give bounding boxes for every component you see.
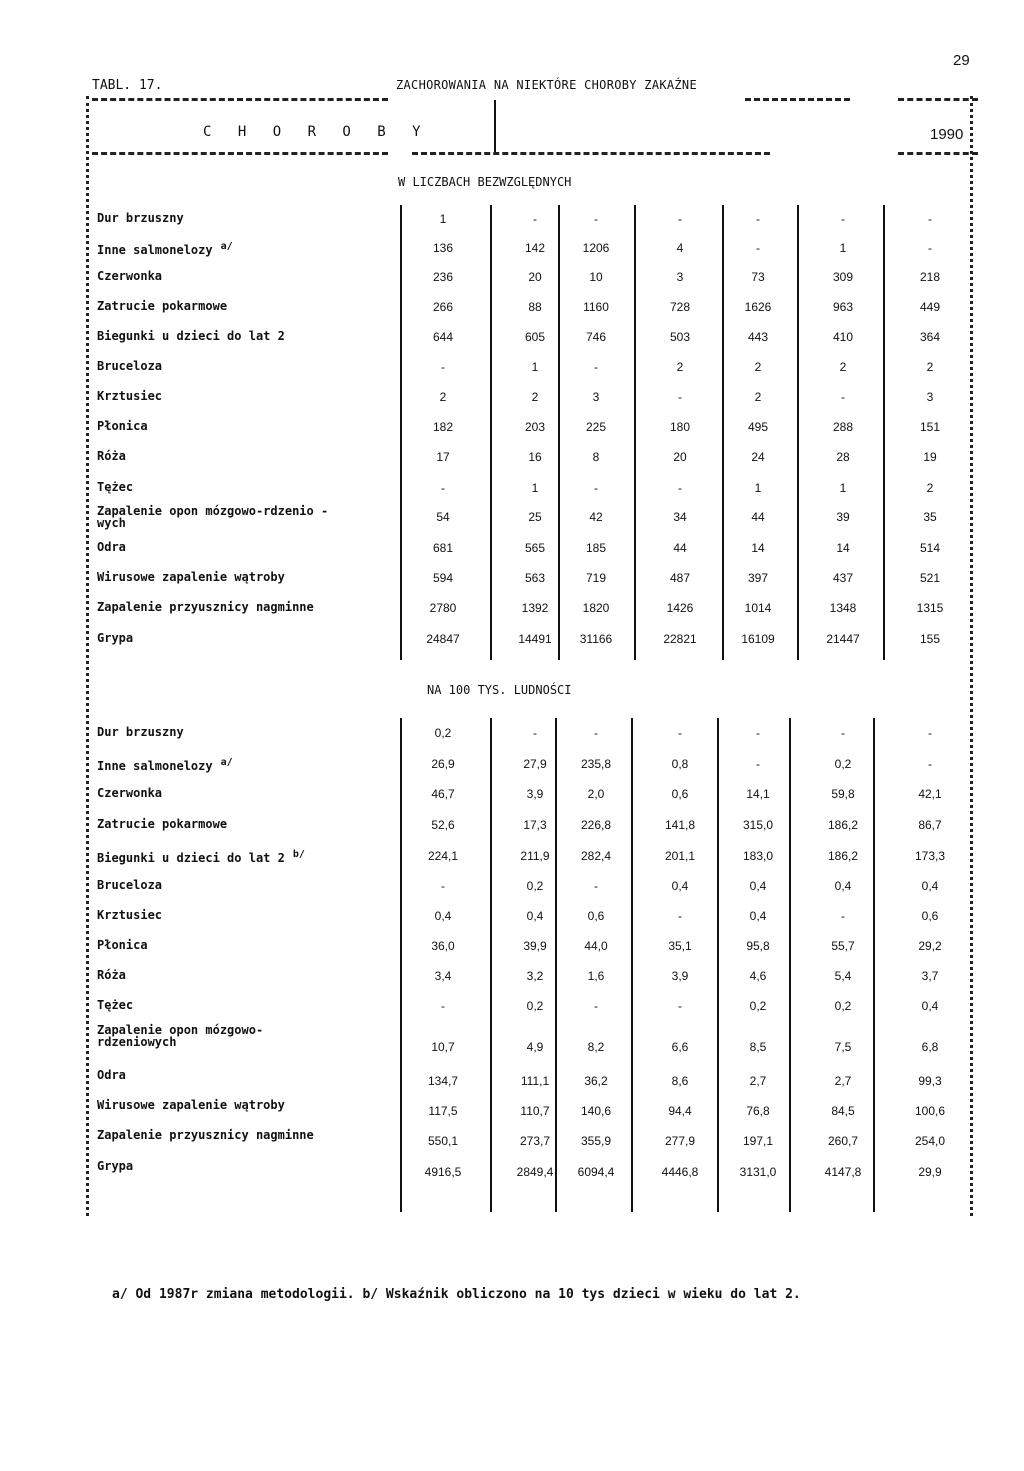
- table-cell: 46,7: [431, 787, 455, 801]
- table-cell: -: [841, 390, 845, 404]
- table-cell: 1: [531, 481, 539, 495]
- table-cell: 605: [524, 330, 546, 344]
- top-rule-left: [92, 98, 388, 101]
- footnote-marker: a/: [220, 757, 233, 768]
- table-cell: 24847: [426, 632, 460, 646]
- table-cell: 449: [919, 300, 941, 314]
- table-cell: 8,6: [671, 1074, 689, 1088]
- row-label-text: Zapalenie opon mózgowo-rdzenio - wych: [97, 504, 329, 530]
- table-cell: 1: [439, 212, 447, 226]
- table-cell: 73: [751, 270, 765, 284]
- row-label: [97, 571, 285, 583]
- table-cell: 186,2: [827, 818, 859, 832]
- table-cell: 288: [832, 420, 854, 434]
- table-cell: 0,4: [526, 909, 544, 923]
- row-label: [97, 270, 162, 282]
- table-cell: 14: [751, 541, 765, 555]
- footnote: a/ Od 1987r zmiana metodologii. b/ Wskaźnik obliczono na 10 tys dzieci w wieku do lat 2.: [112, 1287, 801, 1302]
- table-cell: 1820: [582, 601, 610, 615]
- table-cell: 1160: [583, 300, 609, 314]
- col-sep: [883, 205, 885, 660]
- table-cell: 644: [432, 330, 454, 344]
- row-label-text: Róża: [97, 449, 126, 463]
- table-cell: 183,0: [742, 849, 774, 863]
- row-label-text: Tężec: [97, 998, 134, 1012]
- table-cell: 211,9: [520, 849, 550, 863]
- table-cell: 5,4: [834, 969, 852, 983]
- table-cell: 0,4: [671, 879, 689, 893]
- row-label: [97, 1160, 133, 1172]
- table-cell: 6,8: [921, 1040, 939, 1054]
- row-label: [97, 330, 285, 342]
- row-label-text: Zapalenie przyusznicy nagminne: [97, 600, 314, 614]
- table-cell: -: [841, 726, 845, 740]
- table-cell: 8,2: [587, 1040, 605, 1054]
- table-cell: 2,7: [834, 1074, 852, 1088]
- table-cell: -: [678, 390, 682, 404]
- table-cell: 39,9: [523, 939, 547, 953]
- table-cell: 0,2: [526, 999, 544, 1013]
- table-cell: -: [441, 481, 445, 495]
- table-cell: 39: [836, 510, 850, 524]
- table-cell: 2780: [429, 601, 457, 615]
- table-cell: 42,1: [918, 787, 942, 801]
- table-cell: 136: [432, 241, 454, 255]
- table-cell: 10: [589, 270, 603, 284]
- table-cell: 35,1: [668, 939, 692, 953]
- table-cell: 224,1: [427, 849, 459, 863]
- row-label-text: Czerwonka: [97, 269, 163, 283]
- row-label-text: Odra: [97, 1068, 126, 1082]
- row-label: [97, 757, 233, 772]
- table-cell: 1: [531, 360, 539, 374]
- row-label-text: Odra: [97, 540, 126, 554]
- table-cell: 0,8: [671, 757, 689, 771]
- table-cell: 7,5: [834, 1040, 852, 1054]
- row-label-text: Bruceloza: [97, 359, 163, 373]
- table-cell: 1,6: [587, 969, 605, 983]
- row-label-text: Dur brzuszny: [97, 725, 184, 739]
- table-cell: 36,2: [584, 1074, 608, 1088]
- table-cell: 746: [585, 330, 607, 344]
- table-cell: 4916,5: [424, 1165, 462, 1179]
- header-rule-right: [898, 152, 978, 155]
- table-cell: -: [594, 481, 598, 495]
- row-label: [97, 1129, 314, 1141]
- table-cell: 437: [832, 571, 854, 585]
- table-cell: -: [594, 212, 598, 226]
- table-cell: 34: [673, 510, 687, 524]
- row-label: [97, 849, 305, 864]
- table-cell: -: [928, 212, 932, 226]
- table-cell: 397: [747, 571, 769, 585]
- table-cell: 197,1: [742, 1134, 774, 1148]
- table-cell: 521: [919, 571, 941, 585]
- table-cell: 14,1: [746, 787, 770, 801]
- table-cell: 54: [436, 510, 450, 524]
- table-cell: 173,3: [914, 849, 946, 863]
- table-cell: 142: [524, 241, 546, 255]
- table-cell: -: [841, 909, 845, 923]
- table-cell: 44,0: [584, 939, 608, 953]
- table-cell: 29,9: [918, 1165, 942, 1179]
- page-number: 29: [953, 52, 970, 69]
- table-cell: 186,2: [827, 849, 859, 863]
- table-cell: 2: [676, 360, 684, 374]
- table-cell: 31166: [579, 632, 613, 646]
- table-cell: 225: [585, 420, 607, 434]
- row-label-text: Biegunki u dzieci do lat 2: [97, 329, 285, 343]
- table-cell: 3,4: [434, 969, 452, 983]
- table-cell: 4: [676, 241, 684, 255]
- col-sep: [490, 718, 492, 1212]
- table-cell: 309: [832, 270, 854, 284]
- table-cell: 35: [923, 510, 937, 524]
- row-label: [97, 909, 162, 921]
- table-cell: 16: [528, 450, 542, 464]
- row-label: [97, 879, 162, 891]
- table-cell: 282,4: [580, 849, 612, 863]
- table-cell: 6094,4: [577, 1165, 615, 1179]
- table-cell: 44: [673, 541, 687, 555]
- table-cell: 95,8: [746, 939, 770, 953]
- table-cell: 3,9: [671, 969, 689, 983]
- footnote-marker: a/: [220, 241, 233, 252]
- table-cell: 0,4: [749, 879, 767, 893]
- right-border: [970, 96, 973, 1216]
- footnote-marker: b/: [292, 849, 305, 860]
- table-cell: 140,6: [580, 1104, 612, 1118]
- table-cell: 86,7: [918, 818, 942, 832]
- table-cell: 94,4: [668, 1104, 692, 1118]
- row-label-text: Czerwonka: [97, 786, 163, 800]
- table-cell: 3: [592, 390, 600, 404]
- table-cell: 201,1: [664, 849, 696, 863]
- table-cell: -: [441, 879, 445, 893]
- table-cell: 4446,8: [661, 1165, 699, 1179]
- row-label: [97, 241, 233, 256]
- table-cell: -: [756, 212, 760, 226]
- table-cell: 728: [669, 300, 691, 314]
- table-cell: 8: [592, 450, 600, 464]
- table-cell: 410: [832, 330, 854, 344]
- table-cell: -: [928, 726, 932, 740]
- table-cell: 182: [432, 420, 454, 434]
- table-cell: 514: [919, 541, 941, 555]
- table-cell: -: [928, 241, 932, 255]
- table-cell: 2: [531, 390, 539, 404]
- row-label: [97, 818, 227, 830]
- table-cell: 141,8: [664, 818, 696, 832]
- table-cell: 84,5: [831, 1104, 855, 1118]
- table-cell: 443: [747, 330, 769, 344]
- table-cell: -: [756, 241, 760, 255]
- table-cell: -: [594, 726, 598, 740]
- table-cell: 355,9: [580, 1134, 612, 1148]
- table-cell: -: [678, 212, 682, 226]
- row-label-text: Bruceloza: [97, 878, 163, 892]
- table-cell: 226,8: [580, 818, 612, 832]
- table-cell: -: [441, 999, 445, 1013]
- row-label: [97, 939, 148, 951]
- row-label-text: Krztusiec: [97, 389, 163, 403]
- row-label: [97, 420, 148, 432]
- table-cell: 260,7: [827, 1134, 859, 1148]
- table-cell: 2: [439, 390, 447, 404]
- table-cell: 27,9: [523, 757, 547, 771]
- row-label: [97, 212, 184, 224]
- table-cell: 0,4: [749, 909, 767, 923]
- row-label-text: Róża: [97, 968, 126, 982]
- table-cell: 563: [524, 571, 546, 585]
- header-divider: [494, 100, 496, 152]
- table-cell: 111,1: [520, 1074, 550, 1088]
- table-cell: 963: [832, 300, 854, 314]
- year-header: 1990: [930, 126, 964, 143]
- header-rule-mid: [412, 152, 770, 155]
- table-cell: 14: [836, 541, 850, 555]
- table-cell: 235,8: [580, 757, 612, 771]
- row-label-text: Zatrucie pokarmowe: [97, 299, 228, 313]
- table-cell: 24: [751, 450, 765, 464]
- table-cell: 17,3: [523, 818, 547, 832]
- table-cell: 254,0: [914, 1134, 946, 1148]
- table-cell: 487: [669, 571, 691, 585]
- row-label-text: Tężec: [97, 480, 134, 494]
- table-cell: 3,9: [526, 787, 544, 801]
- top-rule-right: [898, 98, 978, 101]
- row-label: [97, 505, 337, 529]
- table-cell: 2,7: [749, 1074, 767, 1088]
- row-label-text: Inne salmonelozy: [97, 243, 213, 257]
- table-cell: 8,5: [749, 1040, 767, 1054]
- table-cell: 155: [919, 632, 941, 646]
- row-label-text: Wirusowe zapalenie wątroby: [97, 1098, 285, 1112]
- row-label: [97, 726, 184, 738]
- row-label: [97, 632, 133, 644]
- row-label: [97, 1069, 126, 1081]
- top-rule-mid: [745, 98, 850, 101]
- table-cell: 273,7: [519, 1134, 551, 1148]
- table-cell: 3,2: [526, 969, 544, 983]
- table-cell: 29,2: [918, 939, 942, 953]
- row-label: [97, 390, 162, 402]
- table-cell: 0,4: [434, 909, 452, 923]
- table-cell: 3: [926, 390, 934, 404]
- table-cell: 4,9: [526, 1040, 544, 1054]
- table-cell: 76,8: [746, 1104, 770, 1118]
- col-sep: [400, 205, 402, 660]
- table-cell: 3131,0: [739, 1165, 777, 1179]
- table-cell: 0,2: [834, 757, 852, 771]
- table-cell: -: [678, 481, 682, 495]
- row-label: [97, 1099, 285, 1111]
- table-cell: 565: [524, 541, 546, 555]
- table-cell: -: [756, 726, 760, 740]
- table-cell: 21447: [826, 632, 860, 646]
- row-label-text: Zapalenie opon mózgowo- rdzeniowych: [97, 1023, 264, 1049]
- row-label-text: Grypa: [97, 1159, 134, 1173]
- table-cell: 266: [432, 300, 454, 314]
- table-cell: 1626: [744, 300, 772, 314]
- table-cell: 550,1: [427, 1134, 459, 1148]
- table-cell: 2: [754, 360, 762, 374]
- row-label: [97, 300, 227, 312]
- table-cell: 1: [754, 481, 762, 495]
- row-label: [97, 450, 126, 462]
- table-cell: 681: [432, 541, 454, 555]
- section-per100k-heading: NA 100 TYS. LUDNOŚCI: [427, 683, 572, 697]
- table-cell: -: [678, 909, 682, 923]
- table-cell: 1348: [829, 601, 857, 615]
- row-label: [97, 1024, 337, 1048]
- table-cell: 100,6: [914, 1104, 946, 1118]
- table-cell: 0,6: [671, 787, 689, 801]
- row-label-text: Wirusowe zapalenie wątroby: [97, 570, 285, 584]
- row-label-text: Krztusiec: [97, 908, 163, 922]
- table-cell: 180: [669, 420, 691, 434]
- table-cell: 495: [747, 420, 769, 434]
- table-cell: 0,2: [526, 879, 544, 893]
- table-cell: 26,9: [431, 757, 455, 771]
- col-sep: [490, 205, 492, 660]
- row-label: [97, 969, 126, 981]
- table-cell: 0,2: [434, 726, 452, 740]
- table-cell: 1426: [666, 601, 694, 615]
- row-label: [97, 541, 126, 553]
- row-label: [97, 481, 133, 493]
- table-cell: 1392: [521, 601, 549, 615]
- table-cell: 0,2: [834, 999, 852, 1013]
- header-rule-left: [92, 152, 388, 155]
- table-cell: 1: [839, 241, 847, 255]
- table-cell: -: [841, 212, 845, 226]
- table-cell: -: [594, 360, 598, 374]
- table-cell: -: [441, 360, 445, 374]
- table-cell: 1014: [744, 601, 772, 615]
- table-cell: -: [594, 879, 598, 893]
- table-cell: 44: [751, 510, 765, 524]
- row-label-text: Grypa: [97, 631, 134, 645]
- table-cell: 88: [528, 300, 542, 314]
- table-cell: 277,9: [664, 1134, 696, 1148]
- row-label: [97, 360, 162, 372]
- table-cell: 28: [836, 450, 850, 464]
- column-header-diseases: C H O R O B Y: [203, 124, 430, 140]
- row-label-text: Zatrucie pokarmowe: [97, 817, 228, 831]
- table-cell: 2: [926, 481, 934, 495]
- table-cell: 1: [839, 481, 847, 495]
- table-cell: 134,7: [427, 1074, 459, 1088]
- table-cell: 22821: [663, 632, 697, 646]
- row-label-text: Zapalenie przyusznicy nagminne: [97, 1128, 314, 1142]
- table-cell: 2: [926, 360, 934, 374]
- table-cell: 719: [585, 571, 607, 585]
- table-cell: 52,6: [431, 818, 455, 832]
- table-cell: -: [678, 726, 682, 740]
- row-label-text: Inne salmonelozy: [97, 759, 213, 773]
- table-cell: 42: [589, 510, 603, 524]
- table-label: TABL. 17.: [92, 78, 163, 93]
- table-cell: 25: [528, 510, 542, 524]
- table-cell: 315,0: [742, 818, 774, 832]
- table-cell: 59,8: [831, 787, 855, 801]
- table-cell: 594: [432, 571, 454, 585]
- row-label: [97, 601, 314, 613]
- table-cell: 19: [923, 450, 937, 464]
- table-cell: 2: [754, 390, 762, 404]
- table-cell: -: [533, 212, 537, 226]
- row-label: [97, 787, 162, 799]
- table-cell: 0,2: [749, 999, 767, 1013]
- table-cell: 0,4: [834, 879, 852, 893]
- left-border: [86, 96, 89, 1216]
- table-cell: 503: [669, 330, 691, 344]
- table-cell: 3: [676, 270, 684, 284]
- table-cell: 6,6: [671, 1040, 689, 1054]
- section-absolute-heading: W LICZBACH BEZWZGLĘDNYCH: [398, 175, 572, 189]
- table-cell: 10,7: [431, 1040, 455, 1054]
- row-label-text: Płonica: [97, 419, 148, 433]
- table-cell: 20: [528, 270, 542, 284]
- table-cell: 364: [919, 330, 941, 344]
- row-label-text: Biegunki u dzieci do lat 2: [97, 851, 285, 865]
- row-label-text: Dur brzuszny: [97, 211, 184, 225]
- table-cell: 110,7: [520, 1104, 550, 1118]
- table-cell: 2: [839, 360, 847, 374]
- row-label-text: Płonica: [97, 938, 148, 952]
- table-cell: 2849,4: [516, 1165, 554, 1179]
- table-cell: 151: [919, 420, 941, 434]
- table-cell: 117,5: [428, 1104, 458, 1118]
- table-cell: 20: [673, 450, 687, 464]
- table-cell: 1206: [582, 241, 610, 255]
- table-cell: 2,0: [587, 787, 605, 801]
- table-cell: 218: [919, 270, 941, 284]
- table-cell: 185: [585, 541, 607, 555]
- table-cell: 3,7: [921, 969, 939, 983]
- table-cell: -: [756, 757, 760, 771]
- table-cell: 0,6: [587, 909, 605, 923]
- table-cell: 236: [432, 270, 454, 284]
- col-sep: [400, 718, 402, 1212]
- table-cell: -: [928, 757, 932, 771]
- table-cell: 36,0: [431, 939, 455, 953]
- table-cell: 0,4: [921, 879, 939, 893]
- table-cell: 14491: [518, 632, 552, 646]
- table-cell: 203: [524, 420, 546, 434]
- table-cell: 17: [436, 450, 450, 464]
- table-cell: -: [533, 726, 537, 740]
- table-cell: -: [594, 999, 598, 1013]
- row-label: [97, 999, 133, 1011]
- table-cell: 0,6: [921, 909, 939, 923]
- table-cell: -: [678, 999, 682, 1013]
- table-title: ZACHOROWANIA NA NIEKTÓRE CHOROBY ZAKAŹNE: [396, 78, 697, 92]
- table-cell: 99,3: [918, 1074, 942, 1088]
- table-cell: 55,7: [831, 939, 855, 953]
- table-cell: 16109: [741, 632, 775, 646]
- table-cell: 0,4: [921, 999, 939, 1013]
- table-cell: 4147,8: [824, 1165, 862, 1179]
- table-cell: 4,6: [749, 969, 767, 983]
- table-cell: 1315: [916, 601, 944, 615]
